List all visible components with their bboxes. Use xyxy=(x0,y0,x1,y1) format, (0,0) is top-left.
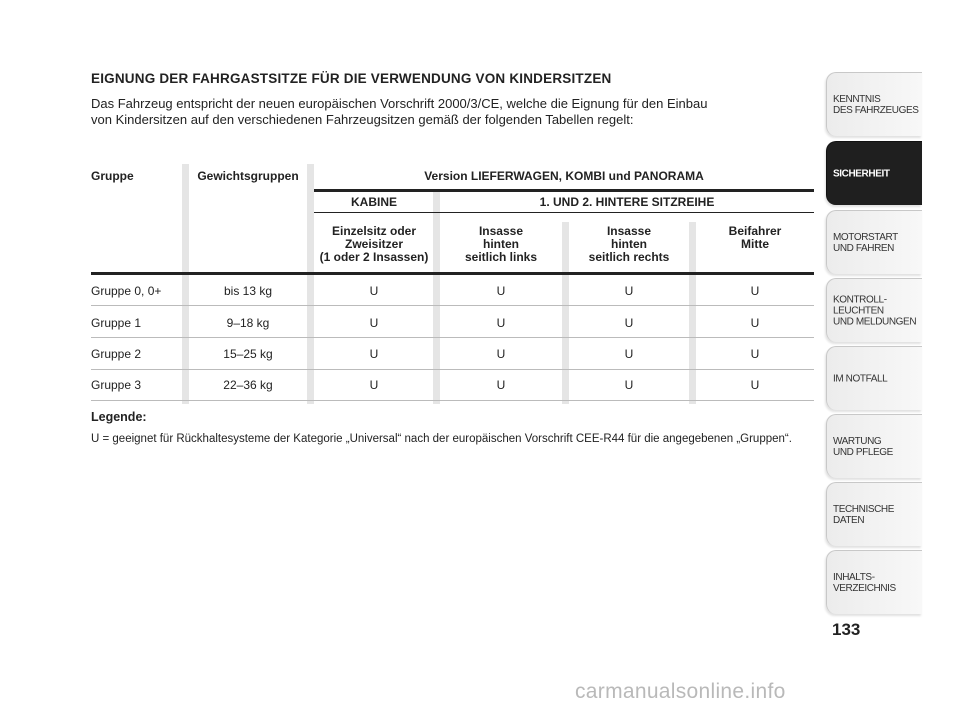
tab-label: WARTUNG UND PFLEGE xyxy=(833,435,893,458)
header-line: (1 oder 2 Insassen) xyxy=(319,250,429,264)
table-rule xyxy=(314,212,814,213)
intro-line-1: Das Fahrzeug entspricht der neuen europäischen Vorschrift 2000/3/CE, welche die Eignung für den Einbau xyxy=(91,96,708,111)
tab-label: TECHNISCHE DATEN xyxy=(833,503,895,526)
tab-label: SICHERHEIT xyxy=(833,168,890,179)
cell-value: U xyxy=(369,284,379,298)
header-line: Zweisitzer xyxy=(344,237,404,251)
cell-value: U xyxy=(369,378,379,392)
header-line: seitlich links xyxy=(464,250,538,264)
column-divider xyxy=(689,222,696,404)
tab-inhaltsverzeichnis[interactable] xyxy=(826,550,922,614)
cell-value: U xyxy=(750,316,760,330)
cell-value: U xyxy=(496,378,506,392)
header-line: Mitte xyxy=(741,237,769,251)
cell-value: U xyxy=(624,378,634,392)
cell-value: U xyxy=(496,284,506,298)
legend-text: U = geeignet für Rückhaltesysteme der Kategorie „Universal“ nach der europäischen Vorschrift CEE-R44 für die angegebenen „Gruppen“. xyxy=(91,433,792,445)
header-seat-front xyxy=(314,225,434,264)
tab-kontrollleuchten[interactable] xyxy=(826,278,922,342)
section-heading: EIGNUNG DER FAHRGASTSITZE FÜR DIE VERWENDUNG VON KINDERSITZEN xyxy=(91,71,612,86)
header-rear-rows: 1. UND 2. HINTERE SITZREIHE xyxy=(539,195,715,209)
table-rule xyxy=(314,189,814,192)
cell-value: U xyxy=(624,347,634,361)
cell-value: U xyxy=(496,347,506,361)
cell-value: U xyxy=(369,316,379,330)
tab-kenntnis[interactable] xyxy=(826,72,922,136)
tab-motorstart[interactable] xyxy=(826,210,922,274)
tab-sicherheit[interactable] xyxy=(826,141,922,205)
cell-value: U xyxy=(369,347,379,361)
tab-label: KENNTNIS DES FAHRZEUGES xyxy=(833,93,919,116)
cell-value: U xyxy=(624,284,634,298)
cell-gewicht: 22–36 kg xyxy=(223,378,273,392)
header-line: Einzelsitz oder xyxy=(331,224,417,238)
cell-gruppe: Gruppe 0, 0+ xyxy=(91,284,162,298)
tab-label: IM NOTFALL xyxy=(833,373,888,384)
header-line: Insasse xyxy=(478,224,524,238)
cell-value: U xyxy=(750,284,760,298)
header-line: Insasse xyxy=(606,224,652,238)
page-number: 133 xyxy=(832,620,861,639)
header-seat-center xyxy=(696,225,814,251)
intro-line-2: von Kindersitzen auf den verschiedenen Fahrzeugsitzen gemäß der folgenden Tabellen regelt: xyxy=(91,112,634,127)
tab-label: KONTROLL- LEUCHTEN UND MELDUNGEN xyxy=(833,294,917,327)
column-divider xyxy=(182,164,189,404)
cell-gruppe: Gruppe 3 xyxy=(91,378,142,392)
cell-gruppe: Gruppe 2 xyxy=(91,347,142,361)
column-divider xyxy=(307,164,314,404)
cell-value: U xyxy=(750,378,760,392)
header-gruppe: Gruppe xyxy=(91,169,134,183)
watermark: carmanualsonline.info xyxy=(575,680,786,703)
header-line: hinten xyxy=(483,237,519,251)
header-line: hinten xyxy=(611,237,647,251)
header-line: seitlich rechts xyxy=(588,250,670,264)
table-rule xyxy=(91,400,814,401)
tab-technische-daten[interactable] xyxy=(826,482,922,546)
tab-wartung[interactable] xyxy=(826,414,922,478)
intro-paragraph xyxy=(91,96,791,128)
header-line: Beifahrer xyxy=(728,224,782,238)
cell-value: U xyxy=(750,347,760,361)
cell-value: U xyxy=(624,316,634,330)
cell-gewicht: 15–25 kg xyxy=(223,347,273,361)
cell-value: U xyxy=(496,316,506,330)
column-divider xyxy=(562,222,569,404)
column-divider xyxy=(433,192,440,404)
tab-label: INHALTS- VERZEICHNIS xyxy=(833,571,896,594)
tab-label: MOTORSTART UND FAHREN xyxy=(833,231,898,254)
header-seat-rear-left xyxy=(440,225,562,264)
table-rule xyxy=(91,272,814,275)
cell-gewicht: bis 13 kg xyxy=(223,284,273,298)
header-kabine: KABINE xyxy=(350,195,397,209)
table-rule xyxy=(91,337,814,338)
child-seat-table xyxy=(91,164,814,404)
header-gewichtsgruppen: Gewichtsgruppen xyxy=(197,169,299,183)
tab-im-notfall[interactable] xyxy=(826,346,922,410)
header-version: Version LIEFERWAGEN, KOMBI und PANORAMA xyxy=(424,169,704,183)
table-rule xyxy=(91,369,814,370)
table-rule xyxy=(91,305,814,306)
header-seat-rear-right xyxy=(569,225,689,264)
cell-gewicht: 9–18 kg xyxy=(226,316,270,330)
cell-gruppe: Gruppe 1 xyxy=(91,316,142,330)
legend-title: Legende: xyxy=(91,410,147,424)
